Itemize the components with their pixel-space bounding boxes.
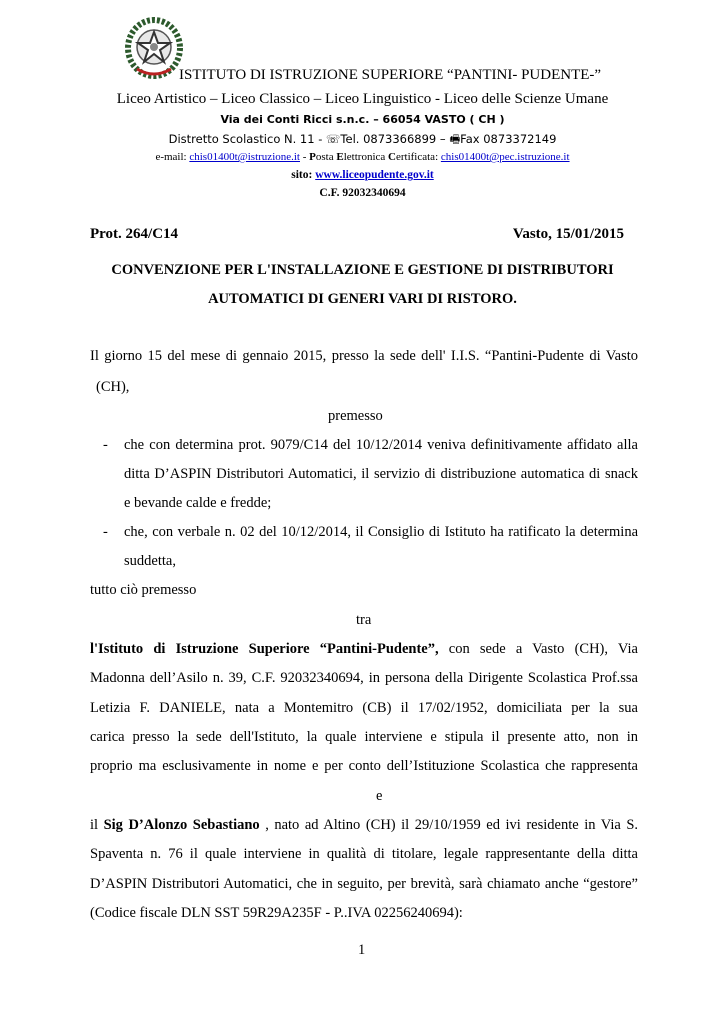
title-line-2: AUTOMATICI DI GENERI VARI DI RISTORO. [208, 291, 517, 307]
phone-text: Tel. 0873366899 – [340, 132, 450, 146]
party1-line2: Madonna dell’Asilo n. 39, C.F. 92032340694, in persona della Dirigente Scolastica Prof.ssa [90, 670, 638, 686]
email-link[interactable]: chis01400t@istruzione.it [189, 151, 300, 163]
bullet-dash: - [103, 437, 108, 453]
intro-line-1: Il giorno 15 del mese di gennaio 2015, presso la sede dell' I.I.S. “Pantini-Pudente di Vasto [90, 348, 638, 364]
italian-republic-emblem [125, 17, 183, 79]
contact-line [0, 132, 725, 151]
title-line-1: CONVENZIONE PER L'INSTALLAZIONE E GESTIONE DI DISTRIBUTORI [111, 262, 614, 278]
party1-line1 [90, 641, 638, 658]
pec-c: C [388, 151, 396, 163]
fiscal-code: C.F. 92032340694 [319, 187, 406, 199]
intro-line-2: (CH), [96, 379, 130, 395]
site-link[interactable]: www.liceopudente.gov.it [315, 169, 434, 181]
bullet1-line2: ditta D’ASPIN Distributori Automatici, il servizio di distribuzione automatica di snack [124, 466, 638, 482]
document-date: Vasto, 15/01/2015 [512, 226, 624, 242]
bullet1-line3: e bevande calde e fredde; [124, 495, 272, 511]
page-number: 1 [358, 942, 366, 958]
pec-lettronica: lettronica [343, 151, 389, 163]
pec-e: E [336, 151, 344, 163]
party2-il: il [90, 817, 104, 833]
phone-icon: ☏ [326, 132, 341, 146]
party2-line2: Spaventa n. 76 il quale interviene in qualità di titolare, legale rappresentante della ditta [90, 846, 638, 862]
party2-line1 [90, 817, 638, 834]
party1-line5: proprio ma esclusivamente in nome e per conto dell’Istituzione Scolastica che rappresenta [90, 758, 638, 774]
pec-p: P [309, 151, 316, 163]
tra-heading: tra [356, 612, 372, 628]
party2-line1-rest: , nato ad Altino (CH) il 29/10/1959 ed ivi residente in Via S. [259, 817, 639, 833]
bullet-dash: - [103, 524, 108, 540]
tutto-premesso: tutto ciò premesso [90, 582, 197, 598]
bullet2-line1: che, con verbale n. 02 del 10/12/2014, il Consiglio di Istituto ha ratificato la determina [124, 524, 638, 540]
party2-line4: (Codice fiscale DLN SST 59R29A235F - P..IVA 02256240694): [90, 905, 463, 921]
party1-name: l'Istituto di Istruzione Superiore “Pantini-Pudente”, [90, 641, 439, 657]
party1-line3: Letizia F. DANIELE, nata a Montemitro (CB) il 17/02/1952, domiciliata per la sua [90, 700, 638, 716]
party1-line1-rest: con sede a Vasto (CH), Via [438, 641, 638, 657]
fax-icon: 🖷 [449, 132, 461, 146]
school-address: Via dei Conti Ricci s.n.c. – 66054 VASTO ( CH ) [220, 113, 505, 126]
party2-line3: D’ASPIN Distributori Automatici, che in seguito, per brevità, sarà chiamato anche “gestore” [90, 876, 638, 892]
site-line [0, 169, 725, 181]
separator: - [300, 151, 310, 163]
bullet2-line2: suddetta, [124, 553, 176, 569]
institute-name: ISTITUTO DI ISTRUZIONE SUPERIORE “PANTINI- PUDENTE-” [179, 67, 602, 83]
party1-line4: carica presso la sede dell'Istituto, la quale interviene e stipula il presente atto, non in [90, 729, 638, 745]
e-heading: e [376, 788, 383, 804]
fax-text: Fax 0873372149 [460, 132, 557, 146]
bullet1-line1: che con determina prot. 9079/C14 del 10/12/2014 veniva definitivamente affidato alla [124, 437, 638, 453]
pec-link[interactable]: chis01400t@pec.istruzione.it [440, 151, 570, 163]
protocol-number: Prot. 264/C14 [90, 226, 179, 242]
pec-ertificata: ertificata: [395, 151, 441, 163]
email-label: e-mail: [155, 151, 190, 163]
email-line [0, 151, 725, 163]
party2-name: Sig D’Alonzo Sebastiano [103, 817, 260, 833]
district-text: Distretto Scolastico N. 11 - [168, 132, 327, 146]
premesso-heading: premesso [328, 408, 383, 424]
licei-list: Liceo Artistico – Liceo Classico – Liceo Linguistico - Liceo delle Scienze Umane [116, 91, 609, 107]
pec-osta: osta [315, 151, 337, 163]
site-label: sito: [291, 169, 316, 181]
